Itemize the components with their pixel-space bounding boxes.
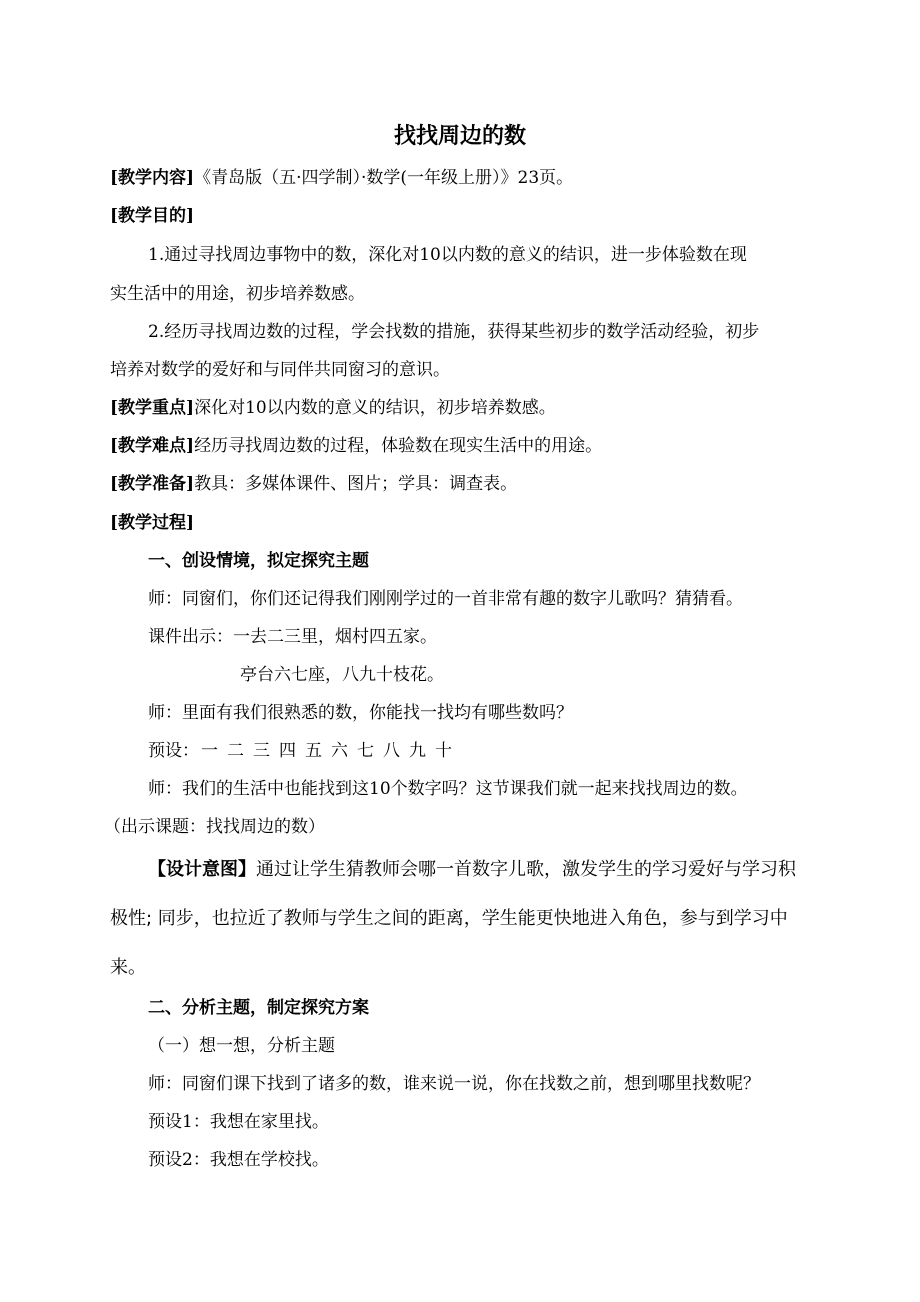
design-intent-line-2: 极性; 同步，也拉近了教师与学生之间的距离，学生能更快地进入角色，参与到学习中 [110, 908, 788, 929]
key-point-line [110, 396, 556, 420]
design-intent-text-1: 通过让学生猜教师会哪一首数字儿歌，激发学生的学习爱好与学习积 [256, 859, 796, 880]
section-2-preset-2: 预设2：我想在学校找。 [148, 1150, 329, 1170]
preset-number: 二 [227, 741, 244, 761]
preset-number: 五 [305, 741, 322, 761]
objectives-label: [教学目的] [110, 206, 195, 226]
content-label: [教学内容] [110, 168, 195, 188]
preset-numbers-line [148, 739, 461, 763]
design-intent-line-3: 来。 [110, 957, 146, 978]
preparation-line [110, 472, 517, 496]
preset-number: 六 [331, 741, 348, 761]
section-2-teacher-line: 师：同窗们课下找到了诸多的数，谁来说一说，你在找数之前，想到哪里找数呢？ [148, 1074, 760, 1094]
teacher-line-2: 师：里面有我们很熟悉的数，你能找一找均有哪些数吗？ [148, 703, 573, 723]
key-point-text: 深化对10以内数的意义的结识，初步培养数感。 [194, 398, 556, 418]
objective-2-line-2: 培养对数学的爱好和与同伴共同窗习的意识。 [110, 360, 450, 380]
difficulty-line [110, 434, 602, 458]
preset-number: 九 [409, 741, 426, 761]
courseware-line-1: 课件出示：一去二三里，烟村四五家。 [148, 627, 437, 647]
key-point-label: [教学重点] [110, 398, 195, 418]
preset-number: 七 [357, 741, 374, 761]
preset-number: 一 [201, 741, 218, 761]
preset-number: 三 [253, 741, 270, 761]
difficulty-text: 经历寻找周边数的过程，体验数在现实生活中的用途。 [194, 436, 603, 456]
preparation-text: 教具：多媒体课件、图片；学具：调查表。 [194, 474, 518, 494]
section-2-heading: 二、分析主题，制定探究方案 [148, 998, 369, 1018]
preset-label: 预设： [148, 741, 199, 761]
show-title-line: （出示课题：找找周边的数） [104, 817, 325, 837]
teacher-line-1: 师：同窗们，你们还记得我们刚刚学过的一首非常有趣的数字儿歌吗？猜猜看。 [148, 589, 743, 609]
content-text: 《青岛版（五·四学制）·数学(一年级上册）》23页。 [194, 168, 574, 188]
document-title: 找找周边的数 [393, 123, 526, 149]
content-line [110, 166, 573, 190]
preset-number: 四 [279, 741, 296, 761]
design-intent-line-1 [148, 858, 796, 882]
teacher-line-3: 师：我们的生活中也能找到这10个数字吗？这节课我们就一起来找找周边的数。 [148, 779, 748, 799]
process-label: [教学过程] [110, 513, 195, 533]
preset-number: 八 [383, 741, 400, 761]
design-intent-label: 【设计意图】 [148, 859, 256, 880]
objective-2-line-1: 2.经历寻找周边数的过程，学会找数的措施，获得某些初步的数学活动经验，初步 [148, 322, 760, 342]
preset-number: 十 [435, 741, 452, 761]
courseware-line-2: 亭台六七座，八九十枝花。 [240, 665, 444, 685]
objective-1-line-2: 实生活中的用途，初步培养数感。 [110, 284, 365, 304]
section-2-sub-1: （一）想一想，分析主题 [148, 1036, 335, 1056]
difficulty-label: [教学难点] [110, 436, 195, 456]
objective-1-line-1: 1.通过寻找周边事物中的数，深化对10以内数的意义的结识，进一步体验数在现 [148, 245, 747, 265]
preparation-label: [教学准备] [110, 474, 195, 494]
section-1-heading: 一、创设情境，拟定探究主题 [148, 551, 369, 571]
section-2-preset-1: 预设1：我想在家里找。 [148, 1112, 329, 1132]
